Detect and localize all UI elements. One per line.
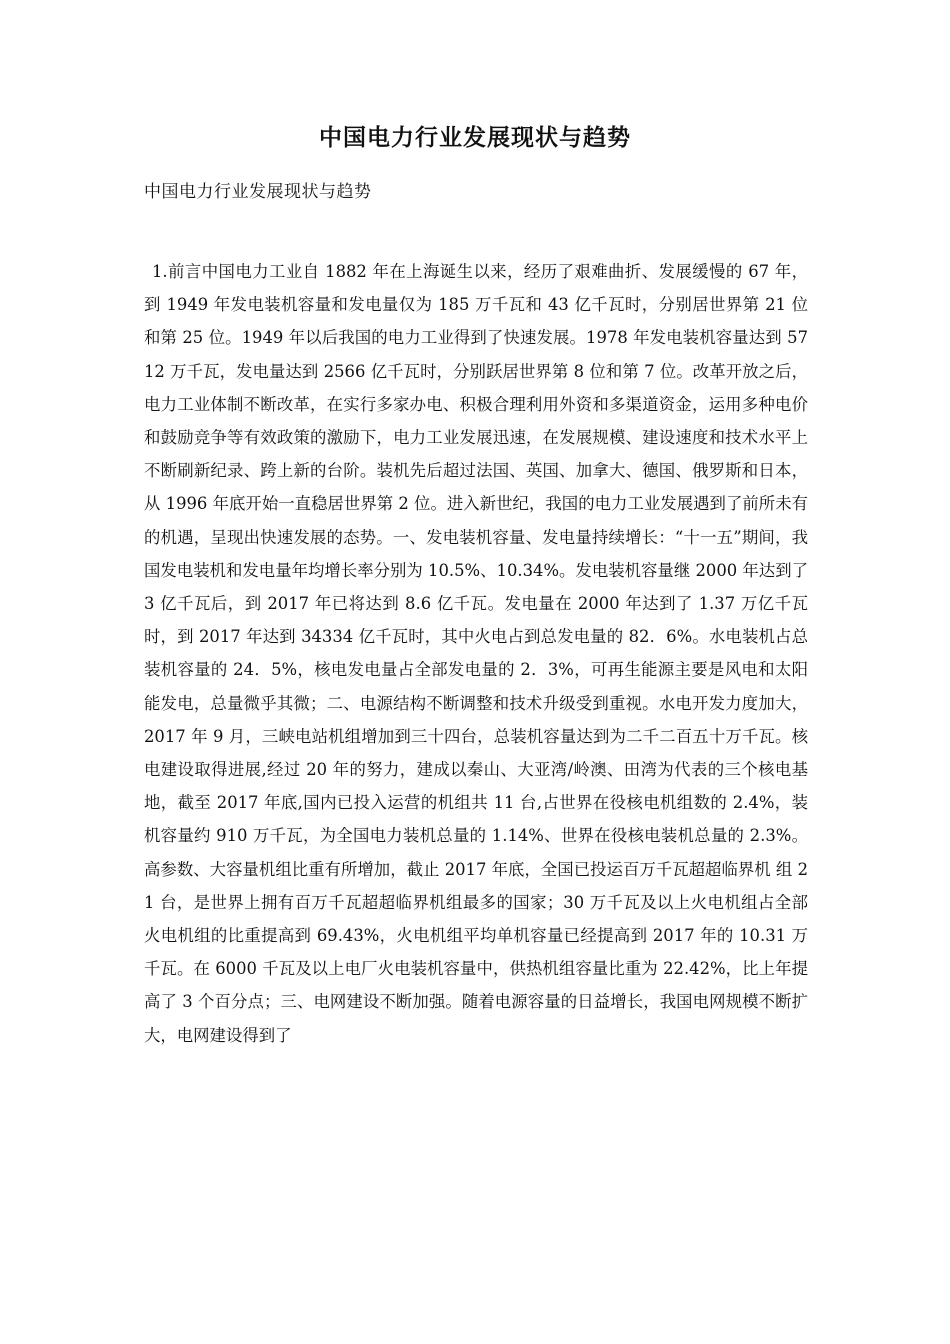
document-subtitle: 中国电力行业发展现状与趋势 xyxy=(144,182,372,202)
body-paragraph: 1.前言中国电力工业自 1882 年在上海诞生以来，经历了艰难曲折、发展缓慢的 67 年，到 1949 年发电装机容量和发电量仅为 185 万千瓦和 43 亿千瓦时，分别居世界第 21 位和第 25 位。1949 年以后我国的电力工业得到了快速发展。1978 年发电装机容量达到 5712 万千瓦，发电量达到 2566 亿千瓦时，分别跃居世界第 8 位和第 7 位。改革开放之后，电力工业体制不断改革，在实行多家办电、积极合理利用外资和多渠道资金，运用多种电价和鼓励竞争等有效政策的激励下，电力工业发展迅速，在发展规模、建设速度和技术水平上不断刷新纪录、跨上新的台阶。装机先后超过法国、英国、加拿大、德国、俄罗斯和日本，从 1996 年底开始一直稳居世界第 2 位。进入新世纪，我国的电力工业发展遇到了前所未有的机遇，呈现出快速发展的态势。一、发电装机容量、发电量持续增长：“十一五”期间，我国发电装机和发电量年均增长率分别为 10.5%、10.34%。发电装机容量继 2000 年达到了 3 亿千瓦后，到 2017 年已将达到 8.6 亿千瓦。发电量在 2000 年达到了 1.37 万亿千瓦时，到 2017 年达到 34334 亿千瓦时，其中火电占到总发电量的 82．6%。水电装机占总装机容量的 24．5%，核电发电量占全部发电量的 2．3%，可再生能源主要是风电和太阳能发电，总量微乎其微；二、电源结构不断调整和技术升级受到重视。水电开发力度加大，2017 年 9 月，三峡电站机组增加到三十四台，总装机容量达到为二千二百五十万千瓦。核电建设取得进展,经过 20 年的努力，建成以秦山、大亚湾/岭澳、田湾为代表的三个核电基地，截至 2017 年底,国内已投入运营的机组共 11 台,占世界在役核电机组数的 2.4%，装机容量约 910 万千瓦，为全国电力装机总量的 1.14%、世界在役核电装机总量的 2.3%。高参数、大容量机组比重有所增加，截止 2017 年底，全国已投运百万千瓦超超临界机 组 21 台，是世界上拥有百万千瓦超超临界机组最多的国家；30 万千瓦及以上火电机组占全部火电机组的比重提高到 69.43%，火电机组平均单机容量已经提高到 2017 年的 10.31 万千瓦。在 6000 千瓦及以上电厂火电装机容量中，供热机组容量比重为 22.42%，比上年提高了 3 个百分点；三、电网建设不断加强。随着电源容量的日益增长，我国电网规模不断扩大，电网建设得到了 xyxy=(144,262,808,1045)
document-title: 中国电力行业发展现状与趋势 xyxy=(319,125,631,151)
